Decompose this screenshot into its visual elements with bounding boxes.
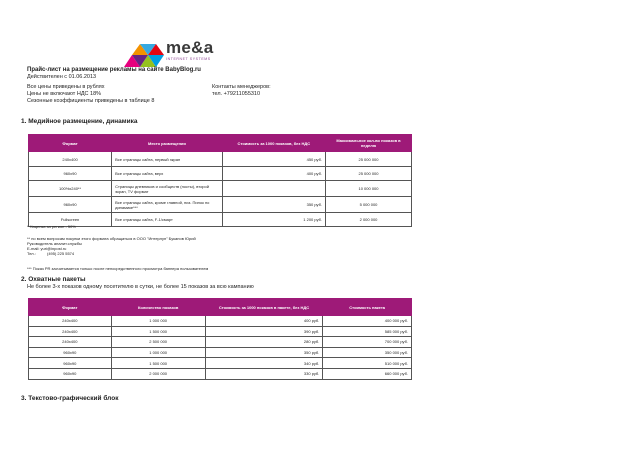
- info-line: Цены не включают НДС 18%: [27, 91, 102, 97]
- table-row: Fullscreen Все страницы сайта, F-1/смарт 1 200 руб. 2 000 000: [29, 213, 412, 227]
- table-row: 960x90 2 000 000 330 руб. 660 000 руб.: [29, 368, 412, 379]
- note: E-mail: yuri@inpost.ru: [27, 246, 67, 251]
- contacts-title: Контакты менеджеров:: [212, 84, 271, 90]
- note: Руководитель аналит.службы: [27, 241, 82, 246]
- table-row: 960x90 Все страницы сайта, верх 400 руб. 25 000 000: [29, 167, 412, 181]
- note: *** Показ PR засчитывается только после непосредственного просмотра баннера пользователем: [27, 266, 209, 271]
- table-row: 960x90 1 000 000 350 руб. 350 000 руб.: [29, 347, 412, 358]
- table-row: 240x400 2 500 000 280 руб. 700 000 руб.: [29, 337, 412, 348]
- section3-title: 3. Текстово-графический блок: [21, 395, 119, 402]
- note: Тел.: (495) 225 5574: [27, 251, 75, 256]
- packages-table: [28, 298, 412, 380]
- table-row: 960x90 Все страницы сайта, кроме главной, низ. Пинок по динамике*** 350 руб. 5 000 000: [29, 197, 412, 213]
- col-header: Стоимость пакета: [323, 299, 412, 316]
- section2-subtitle: Не более 3-х показов одному посетителю в сутки, не более 15 показов за всю кампанию: [27, 284, 254, 290]
- table-row: 240x400 1 500 000 390 руб. 585 000 руб.: [29, 326, 412, 337]
- table-row: 960x90 1 500 000 340 руб. 510 000 руб.: [29, 358, 412, 369]
- table-row: 240x400 1 000 000 400 руб. 400 000 руб.: [29, 316, 412, 327]
- page-title: Прайс-лист на размещение рекламы на сайте BabyBlog.ru: [27, 67, 201, 73]
- section1-title: 1. Медийное размещение, динамика: [21, 118, 138, 125]
- col-header: Количество показов: [111, 299, 205, 316]
- table-row: 100%x240** Страницы дневников и сообществ (посты), второй экран, TV формат 10 000 000: [29, 181, 412, 197]
- col-header: Формат: [29, 299, 112, 316]
- col-header: Формат: [29, 135, 112, 152]
- note: * Наценка за регион - 50%: [27, 224, 76, 229]
- col-header: Стоимость за 1000 показов, без НДС: [222, 135, 325, 152]
- effective-date: Действителен с 01.06.2013: [27, 74, 97, 80]
- note: ** по всем вопросам покупки этого формата обращаться в ООО "Интерлуп" Буканов Юрий: [27, 236, 196, 241]
- logo-name: me&a: [166, 38, 214, 57]
- table-row: 240x400 Все страницы сайта, первый экран 450 руб. 25 000 000: [29, 152, 412, 167]
- section2-title: 2. Охватные пакеты: [21, 276, 86, 283]
- info-line: Сезонные коэффициенты приведены в таблице 8: [27, 98, 155, 104]
- info-line: Все цены приведены в рублях: [27, 84, 105, 90]
- col-header: Стоимость за 1000 показов в пакете, без НДС: [205, 299, 323, 316]
- logo-tagline: INTERNET SYSTEMS: [166, 57, 211, 61]
- col-header: Место размещения: [112, 135, 223, 152]
- col-header: Максимальное кол-во показов в неделю: [326, 135, 412, 152]
- media-table: [28, 134, 412, 227]
- contacts-phone: тел. +79211055310: [212, 91, 261, 97]
